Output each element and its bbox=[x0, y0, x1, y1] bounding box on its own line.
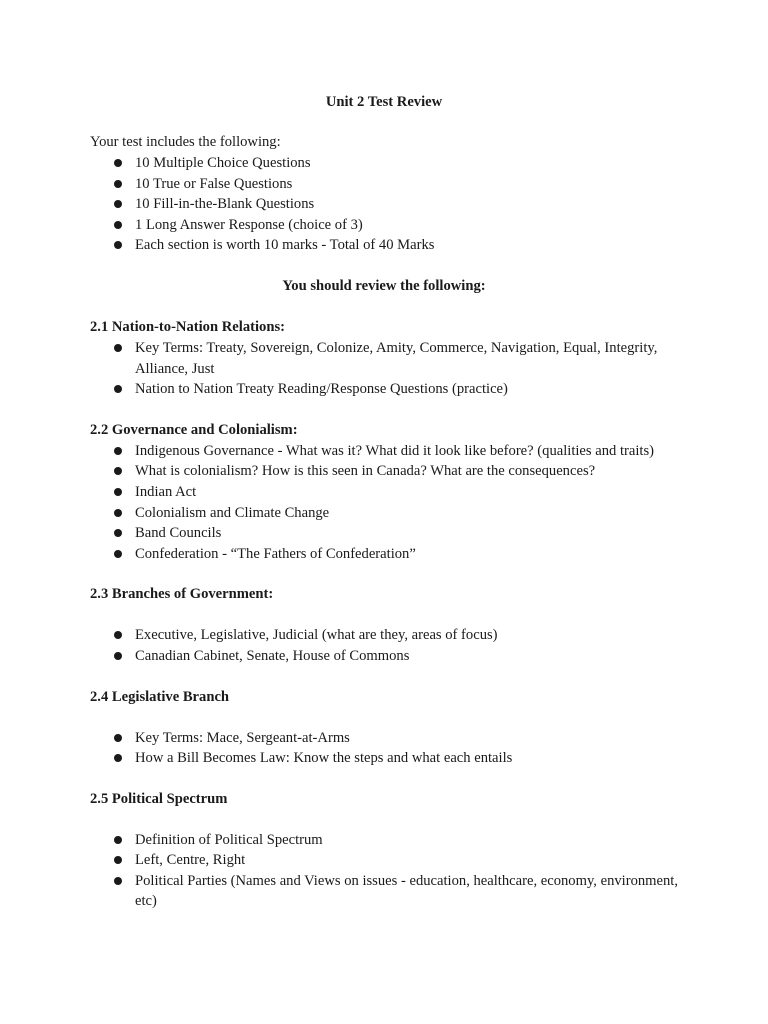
section-heading-2-2: 2.2 Governance and Colonialism: bbox=[90, 421, 298, 438]
bullet-icon bbox=[114, 836, 122, 844]
bullet-icon bbox=[114, 877, 122, 885]
list-item bbox=[90, 153, 690, 174]
list-item-text: What is colonialism? How is this seen in Canada? What are the consequences? bbox=[135, 463, 596, 480]
list-item bbox=[90, 503, 690, 524]
list-item-text: Executive, Legislative, Judicial (what are they, areas of focus) bbox=[135, 627, 498, 644]
list-item-text: 10 Multiple Choice Questions bbox=[135, 155, 311, 171]
list-item-text: Definition of Political Spectrum bbox=[135, 831, 323, 848]
list-item bbox=[90, 544, 690, 565]
test-items-list bbox=[90, 153, 690, 256]
list-item bbox=[90, 235, 690, 256]
list-item bbox=[90, 850, 690, 871]
section-heading-2-5: 2.5 Political Spectrum bbox=[90, 790, 228, 807]
bullet-icon bbox=[114, 754, 122, 762]
list-item-text: Indian Act bbox=[135, 483, 197, 500]
section-heading-2-4: 2.4 Legislative Branch bbox=[90, 688, 230, 705]
list-item-text: How a Bill Becomes Law: Know the steps and what each entails bbox=[135, 750, 513, 767]
bullet-icon bbox=[114, 550, 122, 558]
list-item bbox=[90, 830, 690, 851]
list-item-text: Indigenous Governance - What was it? What did it look like before? (qualities and traits) bbox=[135, 442, 654, 459]
list-item bbox=[90, 338, 690, 379]
document-page bbox=[90, 92, 690, 912]
bullet-icon bbox=[114, 241, 122, 249]
bullet-icon bbox=[114, 180, 122, 188]
section-2-2-list bbox=[90, 441, 690, 565]
list-item bbox=[90, 871, 690, 912]
list-item-text: Key Terms: Treaty, Sovereign, Colonize, Amity, Commerce, Navigation, Equal, Integrity, Alliance, Just bbox=[135, 339, 658, 377]
bullet-icon bbox=[114, 509, 122, 517]
bullet-icon bbox=[114, 447, 122, 455]
list-item bbox=[90, 174, 690, 195]
bullet-icon bbox=[114, 200, 122, 208]
list-item-text: Each section is worth 10 marks - Total of 40 Marks bbox=[135, 237, 435, 254]
review-heading: You should review the following: bbox=[282, 277, 486, 294]
list-item-text: 1 Long Answer Response (choice of 3) bbox=[135, 216, 363, 233]
section-heading-2-3: 2.3 Branches of Government: bbox=[90, 586, 274, 603]
list-item-text: 10 True or False Questions bbox=[135, 175, 293, 192]
section-2-5-list bbox=[90, 830, 690, 912]
spacer bbox=[90, 810, 690, 830]
spacer bbox=[90, 708, 690, 728]
bullet-icon bbox=[114, 385, 122, 393]
bullet-icon bbox=[114, 652, 122, 660]
section-2-3-list bbox=[90, 625, 690, 666]
list-item bbox=[90, 441, 690, 462]
list-item bbox=[90, 523, 690, 544]
list-item bbox=[90, 646, 690, 667]
bullet-icon bbox=[114, 529, 122, 537]
list-item bbox=[90, 461, 690, 482]
bullet-icon bbox=[114, 159, 122, 167]
list-item-text: Canadian Cabinet, Senate, House of Commons bbox=[135, 647, 410, 664]
list-item bbox=[90, 748, 690, 769]
intro-text: Your test includes the following: bbox=[90, 134, 281, 150]
list-item-text: 10 Fill-in-the-Blank Questions bbox=[135, 196, 315, 213]
list-item bbox=[90, 379, 690, 400]
list-item-text: Confederation - “The Fathers of Confederation” bbox=[135, 545, 416, 562]
bullet-icon bbox=[114, 734, 122, 742]
section-heading-2-1: 2.1 Nation-to-Nation Relations: bbox=[90, 318, 285, 335]
list-item-text: Nation to Nation Treaty Reading/Response Questions (practice) bbox=[135, 381, 508, 398]
list-item-text: Band Councils bbox=[135, 525, 222, 542]
section-2-4-list bbox=[90, 728, 690, 769]
list-item-text: Left, Centre, Right bbox=[135, 852, 246, 869]
bullet-icon bbox=[114, 856, 122, 864]
bullet-icon bbox=[114, 221, 122, 229]
spacer bbox=[90, 605, 690, 625]
list-item bbox=[90, 194, 690, 215]
list-item bbox=[90, 625, 690, 646]
list-item-text: Political Parties (Names and Views on issues - education, healthcare, economy, environment, etc) bbox=[135, 872, 678, 910]
bullet-icon bbox=[114, 631, 122, 639]
list-item bbox=[90, 728, 690, 749]
section-2-1-list bbox=[90, 338, 690, 400]
list-item-text: Key Terms: Mace, Sergeant-at-Arms bbox=[135, 729, 350, 746]
list-item bbox=[90, 482, 690, 503]
bullet-icon bbox=[114, 344, 122, 352]
bullet-icon bbox=[114, 488, 122, 496]
list-item bbox=[90, 215, 690, 236]
document-title: Unit 2 Test Review bbox=[325, 94, 443, 110]
list-item-text: Colonialism and Climate Change bbox=[135, 504, 330, 521]
bullet-icon bbox=[114, 467, 122, 475]
